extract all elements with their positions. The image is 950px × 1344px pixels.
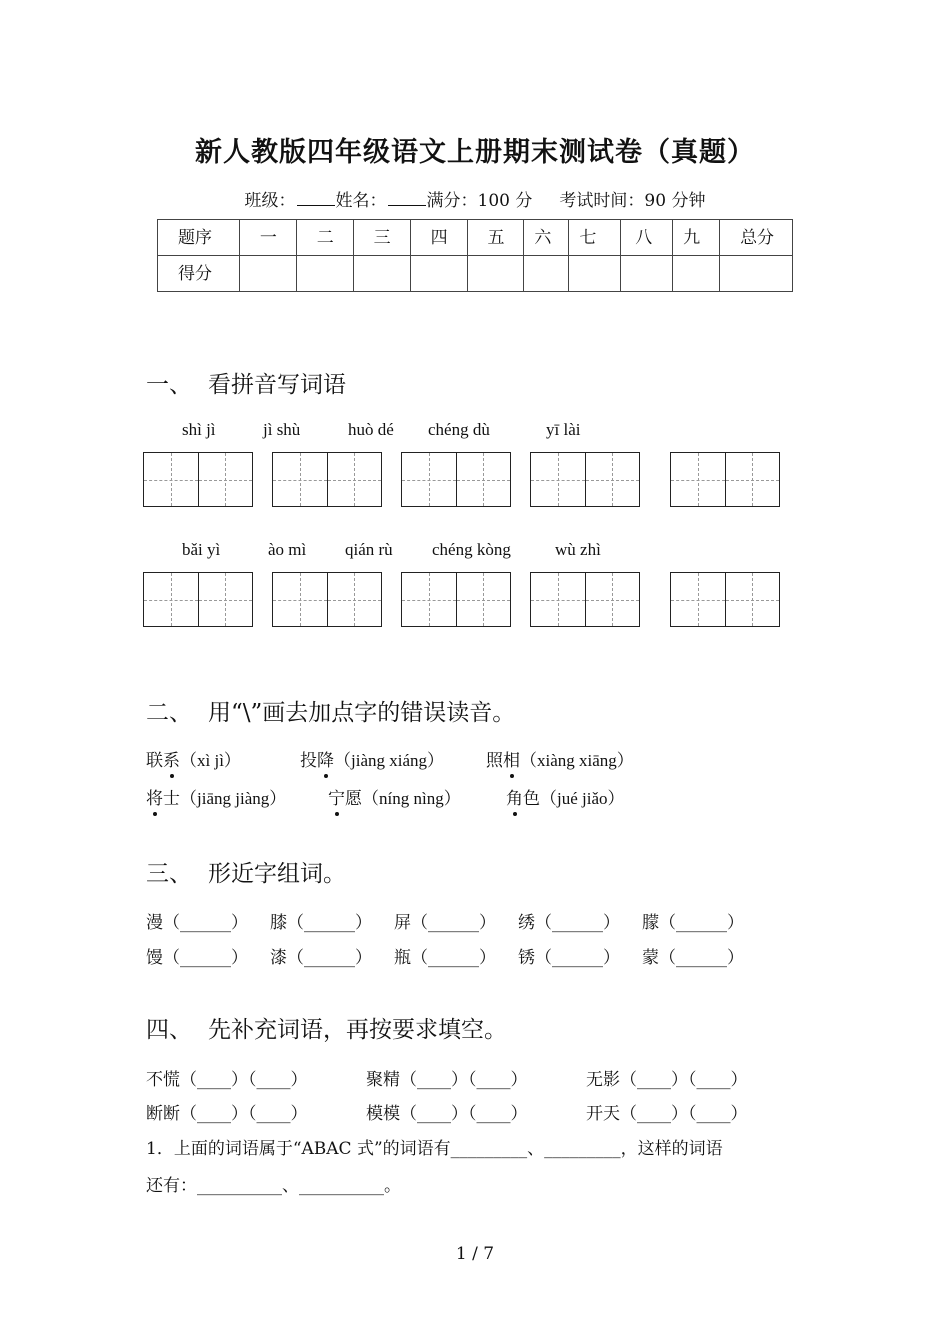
header-cell: 一 xyxy=(239,220,296,256)
score-cell[interactable] xyxy=(239,256,296,292)
pinyin-label: chéng kòng xyxy=(432,540,511,559)
name-blank[interactable] xyxy=(388,189,426,206)
section-1-heading xyxy=(146,366,346,399)
idiom-item[interactable]: 开天（____）（____） xyxy=(586,1104,748,1124)
section-title: 用“\”画去加点字的错误读音。 xyxy=(208,700,516,726)
header-cell: 二 xyxy=(296,220,353,256)
idiom-item[interactable]: 聚精（____）（____） xyxy=(366,1070,528,1090)
header-cell: 题序 xyxy=(158,220,240,256)
row-label: 得分 xyxy=(158,256,240,292)
idiom-row xyxy=(146,1099,748,1124)
word-item[interactable]: 膝（______） xyxy=(270,913,372,933)
header-cell: 总分 xyxy=(720,220,793,256)
pronunciation-item[interactable]: 投降（jiàng xiáng） xyxy=(300,746,486,771)
pronunciation-row xyxy=(146,746,634,771)
writing-grid[interactable] xyxy=(143,452,253,507)
writing-grid[interactable] xyxy=(530,452,640,507)
header-cell: 八 xyxy=(621,220,673,256)
dotted-char: 将 xyxy=(146,784,163,809)
dotted-char: 降 xyxy=(317,746,334,771)
idiom-row xyxy=(146,1065,748,1090)
score-cell[interactable] xyxy=(569,256,621,292)
time-label: 考试时间：90 分钟 xyxy=(559,191,706,211)
section-title: 看拼音写词语 xyxy=(208,372,346,398)
writing-grid[interactable] xyxy=(401,572,511,627)
pronunciation-item[interactable]: 将士（jiāng jiàng） xyxy=(146,784,328,809)
pronunciation-row xyxy=(146,784,625,809)
score-label: 满分：100 分 xyxy=(426,191,533,211)
score-cell[interactable] xyxy=(467,256,524,292)
header-cell: 七 xyxy=(569,220,621,256)
score-cell[interactable] xyxy=(296,256,353,292)
pinyin-label: wù zhì xyxy=(555,540,601,559)
question-line[interactable]: 1．上面的词语属于“ABAC 式”的词语有_________、_________，这样的词语 xyxy=(146,1139,723,1159)
name-label: 姓名： xyxy=(335,191,387,211)
writing-grid[interactable] xyxy=(143,572,253,627)
word-item[interactable]: 朦（______） xyxy=(642,913,744,933)
pinyin-label: shì jì xyxy=(182,420,216,439)
word-item[interactable]: 馒（______） xyxy=(146,948,248,968)
section-number: 二、 xyxy=(146,700,192,726)
score-cell[interactable] xyxy=(720,256,793,292)
header-cell: 三 xyxy=(353,220,410,256)
pronunciation-item[interactable]: 宁愿（níng nìng） xyxy=(328,784,506,809)
word-item[interactable]: 漆（______） xyxy=(270,948,372,968)
section-number: 一、 xyxy=(146,372,192,398)
page-number: 1 / 7 xyxy=(455,1244,495,1264)
score-cell[interactable] xyxy=(410,256,467,292)
writing-grid[interactable] xyxy=(530,572,640,627)
page-title: 新人教版四年级语文上册期末测试卷（真题） xyxy=(195,137,755,168)
section-title: 形近字组词。 xyxy=(208,861,346,887)
word-item[interactable]: 绣（______） xyxy=(518,913,620,933)
header-cell: 六 xyxy=(524,220,569,256)
pronunciation-item[interactable]: 角色（jué jiǎo） xyxy=(506,784,625,809)
dotted-char: 角 xyxy=(506,784,523,809)
pinyin-label: jì shù xyxy=(263,420,301,439)
writing-grid[interactable] xyxy=(272,572,382,627)
pinyin-label: qián rù xyxy=(345,540,393,559)
pronunciation-item[interactable]: 联系（xì jì） xyxy=(146,746,300,771)
section-2-heading xyxy=(146,694,515,727)
header-cell: 四 xyxy=(410,220,467,256)
class-label: 班级： xyxy=(244,191,296,211)
dotted-char: 宁 xyxy=(328,784,345,809)
pinyin-label: chéng dù xyxy=(428,420,490,439)
question-line[interactable]: 还有：__________、__________。 xyxy=(146,1176,401,1196)
header-cell: 五 xyxy=(467,220,524,256)
writing-grid[interactable] xyxy=(670,572,780,627)
word-item[interactable]: 锈（______） xyxy=(518,948,620,968)
pronunciation-item[interactable]: 照相（xiàng xiāng） xyxy=(486,746,634,771)
pinyin-label: yī lài xyxy=(546,420,581,439)
word-item[interactable]: 瓶（______） xyxy=(394,948,496,968)
section-title: 先补充词语，再按要求填空。 xyxy=(208,1017,507,1043)
pinyin-label: bǎi yì xyxy=(182,540,221,559)
score-cell[interactable] xyxy=(673,256,720,292)
pinyin-label: huò dé xyxy=(348,420,394,439)
idiom-item[interactable]: 不慌（____）（____） xyxy=(146,1070,308,1090)
word-row xyxy=(146,908,744,933)
pinyin-label: ào mì xyxy=(268,540,307,559)
class-blank[interactable] xyxy=(297,189,335,206)
score-header-row xyxy=(158,220,793,256)
section-4-heading xyxy=(146,1011,507,1044)
score-row xyxy=(158,256,793,292)
section-number: 四、 xyxy=(146,1017,192,1043)
writing-grid[interactable] xyxy=(670,452,780,507)
score-table xyxy=(157,219,793,292)
score-cell[interactable] xyxy=(524,256,569,292)
writing-grid[interactable] xyxy=(272,452,382,507)
section-3-heading xyxy=(146,855,346,888)
idiom-item[interactable]: 断断（____）（____） xyxy=(146,1104,308,1124)
score-cell[interactable] xyxy=(353,256,410,292)
word-item[interactable]: 屏（______） xyxy=(394,913,496,933)
writing-grid[interactable] xyxy=(401,452,511,507)
score-cell[interactable] xyxy=(621,256,673,292)
word-row xyxy=(146,943,744,968)
idiom-item[interactable]: 无影（____）（____） xyxy=(586,1070,748,1090)
dotted-char: 系 xyxy=(163,746,180,771)
idiom-item[interactable]: 模模（____）（____） xyxy=(366,1104,528,1124)
word-item[interactable]: 蒙（______） xyxy=(642,948,744,968)
word-item[interactable]: 漫（______） xyxy=(146,913,248,933)
dotted-char: 相 xyxy=(503,746,520,771)
section-number: 三、 xyxy=(146,861,192,887)
header-cell: 九 xyxy=(673,220,720,256)
exam-info xyxy=(0,186,950,211)
